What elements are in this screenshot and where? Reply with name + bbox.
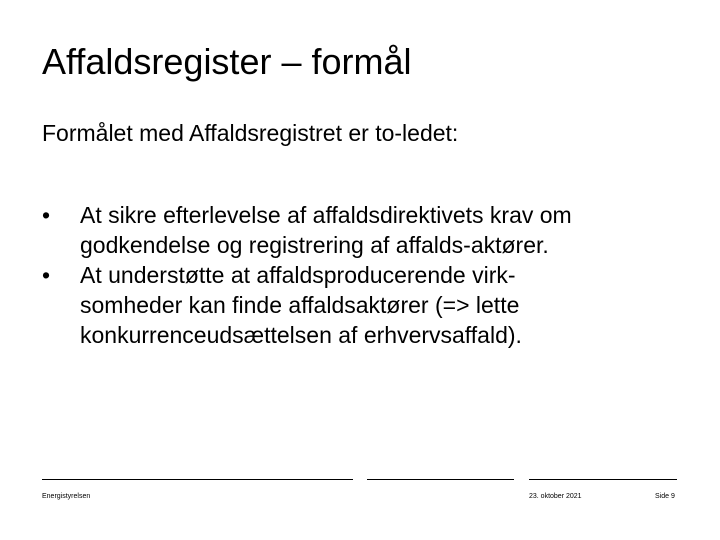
footer-date: 23. oktober 2021 bbox=[529, 493, 582, 500]
intro-text: Formålet med Affaldsregistret er to-ledet: bbox=[42, 120, 459, 146]
bullet-icon: • bbox=[42, 262, 51, 288]
slide-title: Affaldsregister – formål bbox=[42, 41, 412, 82]
footer-divider-right bbox=[529, 479, 677, 480]
bullet-2-line-1: At understøtte at affaldsproducerende virk- bbox=[80, 262, 516, 288]
footer-divider-middle bbox=[367, 479, 514, 480]
bullet-2-line-2: somheder kan finde affaldsaktører (=> lette bbox=[80, 292, 520, 318]
bullet-item-1 bbox=[38, 200, 698, 260]
footer-organization: Energistyrelsen bbox=[42, 493, 91, 500]
bullet-2-line-3: konkurrenceudsættelsen af erhvervsaffald). bbox=[80, 322, 522, 348]
bullet-1-line-2: godkendelse og registrering af affalds-aktører. bbox=[80, 232, 549, 258]
bullet-list bbox=[38, 200, 698, 350]
bullet-1-line-1: At sikre efterlevelse af affaldsdirektivets krav om bbox=[80, 202, 572, 228]
footer-divider-left bbox=[42, 479, 353, 480]
bullet-icon: • bbox=[42, 202, 51, 228]
bullet-item-2 bbox=[38, 260, 698, 350]
footer-page-number: Side 9 bbox=[655, 493, 675, 500]
